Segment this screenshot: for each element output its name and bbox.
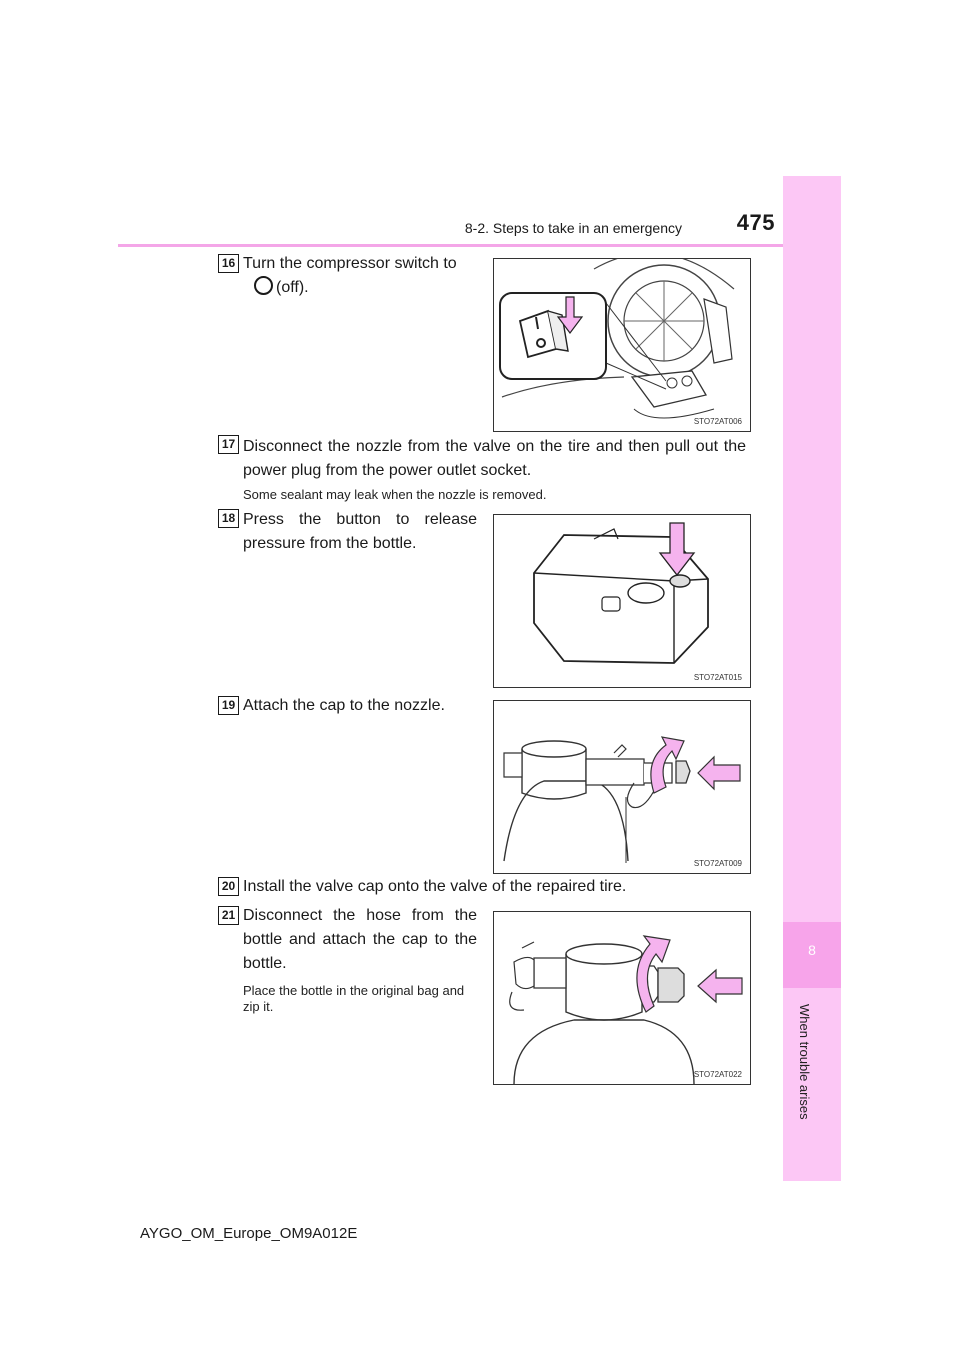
figure-code: STO72AT022	[693, 1070, 742, 1079]
step-number-18: 18	[218, 509, 239, 528]
header-divider	[118, 244, 841, 247]
step-16-text-b: (off).	[276, 279, 309, 296]
figure-nozzle-cap	[493, 700, 751, 874]
chapter-label: When trouble arises	[797, 1004, 812, 1120]
step-19-text: Attach the cap to the nozzle.	[243, 697, 445, 714]
step-number-20: 20	[218, 877, 239, 896]
chapter-number-box	[783, 922, 841, 988]
power-off-icon	[254, 276, 273, 295]
section-title: 8-2. Steps to take in an emergency	[464, 220, 682, 236]
step-number-19: 19	[218, 696, 239, 715]
figure-code: STO72AT006	[693, 417, 742, 426]
step-20-text: Install the valve cap onto the valve of the repaired tire.	[243, 878, 627, 895]
chapter-side-tab	[783, 176, 841, 1181]
figure-code: STO72AT009	[693, 859, 742, 868]
bottle-cap-illustration	[494, 912, 750, 1084]
document-id: AYGO_OM_Europe_OM9A012E	[140, 1225, 358, 1242]
chapter-number: 8	[808, 942, 816, 958]
figure-release-button	[493, 514, 751, 688]
step-number-16: 16	[218, 254, 239, 273]
step-16-text	[243, 252, 477, 300]
nozzle-cap-illustration	[494, 701, 750, 873]
figure-code: STO72AT015	[693, 673, 742, 682]
step-17-text: Disconnect the nozzle from the valve on the tire and then pull out the power plug from the power outlet socket.	[243, 438, 746, 479]
step-number-17: 17	[218, 435, 239, 454]
step-18-text: Press the button to release pressure from the bottle.	[243, 511, 477, 552]
step-21-text: Disconnect the hose from the bottle and attach the cap to the bottle.	[243, 907, 477, 972]
figure-compressor-switch	[493, 258, 751, 432]
step-16-text-a: Turn the compressor switch to	[243, 255, 457, 272]
compressor-switch-illustration	[494, 259, 750, 431]
step-number-21: 21	[218, 906, 239, 925]
step-21-note: Place the bottle in the original bag and zip it.	[243, 983, 465, 1014]
figure-bottle-cap	[493, 911, 751, 1085]
page-number: 475	[736, 210, 775, 235]
release-button-illustration	[494, 515, 750, 687]
step-17-note: Some sealant may leak when the nozzle is removed.	[243, 487, 547, 502]
